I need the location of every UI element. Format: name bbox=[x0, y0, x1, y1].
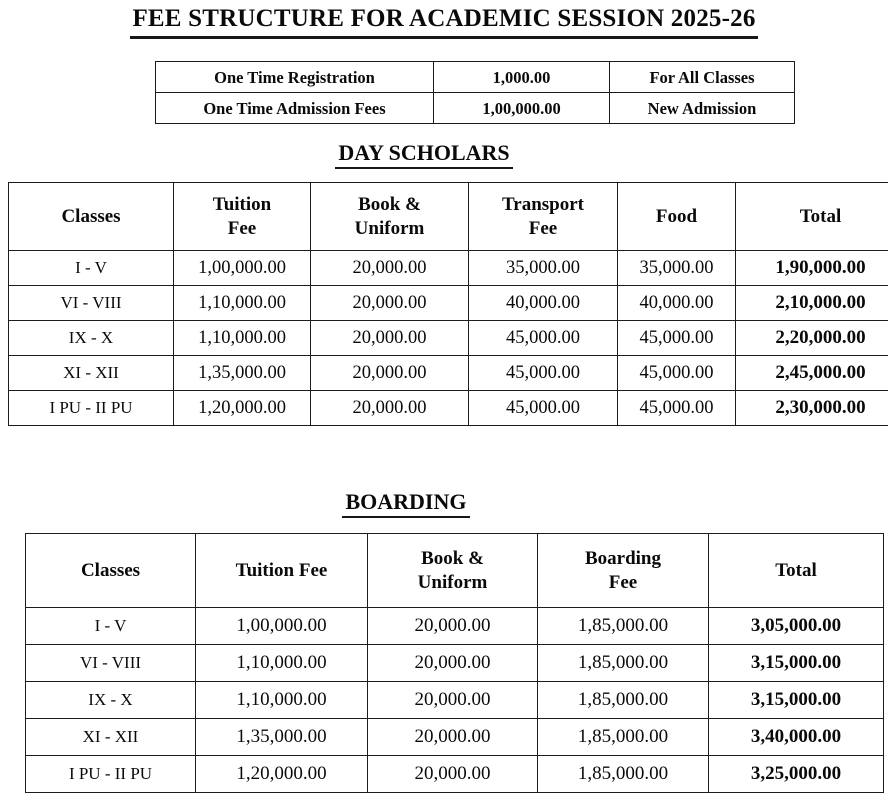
cell-classes: I - V bbox=[9, 251, 174, 286]
cell-boarding-fee: 1,85,000.00 bbox=[538, 608, 709, 645]
boarding-fee-table bbox=[25, 533, 884, 793]
table-row bbox=[9, 391, 888, 426]
cell-food: 45,000.00 bbox=[618, 391, 736, 426]
cell-total: 1,90,000.00 bbox=[736, 251, 888, 286]
table-row bbox=[26, 645, 884, 682]
cell-book-uniform: 20,000.00 bbox=[368, 682, 538, 719]
cell-food: 40,000.00 bbox=[618, 286, 736, 321]
table-row bbox=[26, 682, 884, 719]
one-time-admission-amount: 1,00,000.00 bbox=[434, 93, 610, 124]
cell-book-uniform: 20,000.00 bbox=[311, 251, 469, 286]
cell-total: 3,40,000.00 bbox=[709, 719, 884, 756]
cell-tuition-fee: 1,35,000.00 bbox=[196, 719, 368, 756]
cell-book-uniform: 20,000.00 bbox=[368, 608, 538, 645]
cell-classes: IX - X bbox=[26, 682, 196, 719]
column-header-book-line1: Book & bbox=[421, 547, 484, 569]
cell-book-uniform: 20,000.00 bbox=[311, 321, 469, 356]
cell-tuition-fee: 1,10,000.00 bbox=[196, 645, 368, 682]
column-header-book-line2: Uniform bbox=[417, 571, 488, 593]
cell-classes: I - V bbox=[26, 608, 196, 645]
cell-tuition-fee: 1,10,000.00 bbox=[174, 286, 311, 321]
column-header-transport-line1: Transport bbox=[502, 193, 584, 215]
cell-boarding-fee: 1,85,000.00 bbox=[538, 682, 709, 719]
page-title bbox=[0, 4, 888, 39]
column-header-tuition-line1: Tuition bbox=[212, 193, 272, 215]
cell-tuition-fee: 1,20,000.00 bbox=[196, 756, 368, 793]
cell-book-uniform: 20,000.00 bbox=[368, 645, 538, 682]
cell-total: 3,25,000.00 bbox=[709, 756, 884, 793]
cell-book-uniform: 20,000.00 bbox=[311, 286, 469, 321]
cell-tuition-fee: 1,00,000.00 bbox=[174, 251, 311, 286]
column-header-classes: Classes bbox=[9, 183, 174, 251]
cell-boarding-fee: 1,85,000.00 bbox=[538, 756, 709, 793]
cell-boarding-fee: 1,85,000.00 bbox=[538, 719, 709, 756]
table-row bbox=[26, 608, 884, 645]
column-header-total: Total bbox=[736, 183, 888, 251]
section-heading-boarding bbox=[0, 489, 812, 518]
column-header-boarding-line2: Fee bbox=[608, 571, 638, 593]
cell-food: 45,000.00 bbox=[618, 321, 736, 356]
cell-total: 3,05,000.00 bbox=[709, 608, 884, 645]
one-time-admission-label: One Time Admission Fees bbox=[156, 93, 434, 124]
cell-transport-fee: 45,000.00 bbox=[469, 391, 618, 426]
table-header-row bbox=[9, 183, 888, 251]
cell-tuition-fee: 1,35,000.00 bbox=[174, 356, 311, 391]
cell-book-uniform: 20,000.00 bbox=[311, 356, 469, 391]
column-header-total: Total bbox=[709, 534, 884, 608]
cell-food: 35,000.00 bbox=[618, 251, 736, 286]
cell-total: 2,45,000.00 bbox=[736, 356, 888, 391]
table-row bbox=[9, 321, 888, 356]
column-header-tuition-line2: Fee bbox=[227, 217, 257, 239]
column-header-classes: Classes bbox=[26, 534, 196, 608]
cell-transport-fee: 35,000.00 bbox=[469, 251, 618, 286]
cell-book-uniform: 20,000.00 bbox=[368, 756, 538, 793]
cell-transport-fee: 40,000.00 bbox=[469, 286, 618, 321]
one-time-registration-note: For All Classes bbox=[610, 62, 795, 93]
cell-classes: IX - X bbox=[9, 321, 174, 356]
cell-food: 45,000.00 bbox=[618, 356, 736, 391]
column-header-transport-line2: Fee bbox=[528, 217, 558, 239]
cell-boarding-fee: 1,85,000.00 bbox=[538, 645, 709, 682]
cell-classes: I PU - II PU bbox=[9, 391, 174, 426]
table-row bbox=[9, 251, 888, 286]
column-header-book-uniform bbox=[311, 183, 469, 251]
section-heading-day-scholars bbox=[0, 140, 848, 169]
table-row bbox=[156, 93, 795, 124]
column-header-food: Food bbox=[618, 183, 736, 251]
cell-tuition-fee: 1,10,000.00 bbox=[196, 682, 368, 719]
table-row bbox=[26, 756, 884, 793]
table-row bbox=[9, 286, 888, 321]
one-time-admission-note: New Admission bbox=[610, 93, 795, 124]
cell-classes: XI - XII bbox=[9, 356, 174, 391]
table-row bbox=[156, 62, 795, 93]
cell-total: 3,15,000.00 bbox=[709, 645, 884, 682]
column-header-book-line1: Book & bbox=[358, 193, 421, 215]
cell-classes: I PU - II PU bbox=[26, 756, 196, 793]
column-header-boarding-fee bbox=[538, 534, 709, 608]
column-header-tuition-fee: Tuition Fee bbox=[196, 534, 368, 608]
day-scholars-fee-table bbox=[8, 182, 888, 426]
one-time-registration-amount: 1,000.00 bbox=[434, 62, 610, 93]
column-header-book-line2: Uniform bbox=[354, 217, 425, 239]
cell-transport-fee: 45,000.00 bbox=[469, 321, 618, 356]
cell-tuition-fee: 1,10,000.00 bbox=[174, 321, 311, 356]
cell-classes: VI - VIII bbox=[26, 645, 196, 682]
column-header-tuition-fee bbox=[174, 183, 311, 251]
column-header-transport-fee bbox=[469, 183, 618, 251]
boarding-heading-text: BOARDING bbox=[342, 489, 469, 518]
cell-classes: VI - VIII bbox=[9, 286, 174, 321]
cell-book-uniform: 20,000.00 bbox=[368, 719, 538, 756]
one-time-fees-table bbox=[155, 61, 795, 124]
cell-tuition-fee: 1,00,000.00 bbox=[196, 608, 368, 645]
cell-book-uniform: 20,000.00 bbox=[311, 391, 469, 426]
table-row bbox=[26, 719, 884, 756]
page-title-text: FEE STRUCTURE FOR ACADEMIC SESSION 2025-26 bbox=[130, 4, 757, 39]
cell-transport-fee: 45,000.00 bbox=[469, 356, 618, 391]
cell-total: 2,20,000.00 bbox=[736, 321, 888, 356]
day-scholars-heading-text: DAY SCHOLARS bbox=[335, 140, 512, 169]
cell-total: 2,10,000.00 bbox=[736, 286, 888, 321]
table-header-row bbox=[26, 534, 884, 608]
cell-total: 2,30,000.00 bbox=[736, 391, 888, 426]
table-row bbox=[9, 356, 888, 391]
cell-total: 3,15,000.00 bbox=[709, 682, 884, 719]
cell-tuition-fee: 1,20,000.00 bbox=[174, 391, 311, 426]
cell-classes: XI - XII bbox=[26, 719, 196, 756]
column-header-boarding-line1: Boarding bbox=[584, 547, 662, 569]
column-header-book-uniform bbox=[368, 534, 538, 608]
one-time-registration-label: One Time Registration bbox=[156, 62, 434, 93]
